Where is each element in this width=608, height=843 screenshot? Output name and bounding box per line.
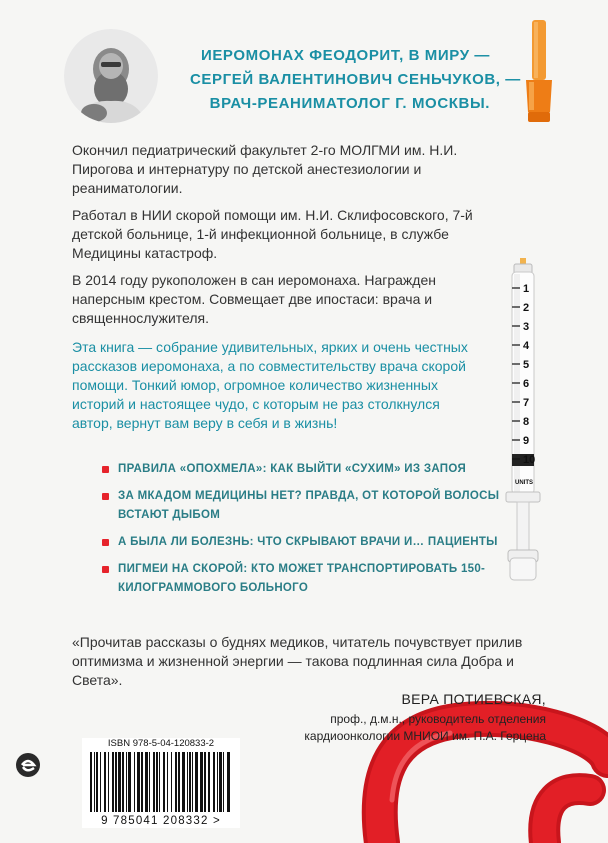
barcode-bar: [118, 752, 121, 812]
reviewer-role: кардиоонкологии МНИОИ им. П.А. Герцена: [304, 729, 546, 743]
highlight-item: ПИГМЕИ НА СКОРОЙ: КТО МОЖЕТ ТРАНСПОРТИРОВАТЬ 150-КИЛОГРАММОВОГО БОЛЬНОГО: [102, 560, 502, 598]
barcode-bar: [149, 752, 150, 812]
syringe-scale-label: 2: [523, 302, 530, 314]
barcode-bar: [200, 752, 203, 812]
syringe-units-label: UNITS: [515, 480, 533, 486]
barcode-bar: [167, 752, 168, 812]
barcode-bar: [115, 752, 117, 812]
syringe-scale-label: 4: [523, 340, 530, 352]
barcode-bar: [175, 752, 177, 812]
barcode-number: 9 785041 208332 >: [101, 815, 221, 827]
reviewer-name: ВЕРА ПОТИЕВСКАЯ,: [401, 691, 546, 707]
author-title: [190, 44, 521, 116]
bio-paragraph: В 2014 году рукоположен в сан иеромонаха. Награжден наперсным крестом. Совмещает две ипостаси: врача и священнослужителя.: [72, 272, 436, 326]
title-line: СЕРГЕЙ ВАЛЕНТИНОВИЧ СЕНЬЧУКОВ, —: [190, 71, 521, 88]
barcode-bar: [182, 752, 185, 812]
isbn-barcode: [82, 738, 240, 828]
barcode-bar: [195, 752, 198, 812]
highlight-item: А БЫЛА ЛИ БОЛЕЗНЬ: ЧТО СКРЫВАЮТ ВРАЧИ И… ПАЦИЕНТЫ: [102, 533, 502, 552]
barcode-bar: [90, 752, 92, 812]
author-photo: [64, 29, 158, 123]
barcode-bar: [163, 752, 165, 812]
syringe-scale-label: 3: [523, 321, 530, 333]
barcode-bar: [100, 752, 101, 812]
barcode-bar: [126, 752, 127, 812]
barcode-bar: [208, 752, 210, 812]
book-blurb: Эта книга — собрание удивительных, ярких и очень честных рассказов иеромонаха, а по совместительству врача скорой помощи. Тонкий юмор, огромное количество жизненных историй и настоящее чудо, с которым не раз столкнулся автор, вернут вам веру в себя и в жизнь!: [72, 339, 468, 431]
highlights-list: [102, 460, 502, 606]
barcode-bar: [192, 752, 193, 812]
syringe-scale-label: 1: [523, 283, 530, 295]
syringe-scale-label: 7: [523, 397, 530, 409]
syringe-scale-label: 9: [523, 435, 530, 447]
barcode-bar: [213, 752, 215, 812]
barcode-bar: [137, 752, 140, 812]
barcode-bar: [223, 752, 224, 812]
barcode-bar: [178, 752, 180, 812]
barcode-bar: [108, 752, 109, 812]
barcode-bar: [219, 752, 222, 812]
barcode-bar: [94, 752, 95, 812]
barcode-bar: [156, 752, 158, 812]
title-line: ИЕРОМОНАХ ФЕОДОРИТ, В МИРУ —: [200, 47, 490, 64]
isbn-text: ISBN 978-5-04-120833-2: [107, 738, 215, 749]
barcode-bar: [134, 752, 135, 812]
author-biography: [72, 141, 492, 336]
syringe-scale-label: 5: [523, 359, 530, 371]
barcode-bar: [204, 752, 206, 812]
syringe-scale-label: 8: [523, 416, 530, 428]
barcode-bar: [189, 752, 191, 812]
barcode-bar: [153, 752, 155, 812]
barcode-bar: [171, 752, 172, 812]
barcode-bar: [217, 752, 218, 812]
bio-paragraph: Окончил педиатрический факультет 2-го МОЛГМИ им. Н.И. Пирогова и интернатуру по детской анестезиологии и реаниматологии.: [72, 142, 458, 196]
barcode-bar: [104, 752, 106, 812]
highlight-item: ЗА МКАДОМ МЕДИЦИНЫ НЕТ? ПРАВДА, ОТ КОТОРОЙ ВОЛОСЫ ВСТАЮТ ДЫБОМ: [102, 487, 502, 525]
barcode-bar: [227, 752, 230, 812]
review-author: [300, 690, 546, 745]
syringe-cap-illustration: [520, 20, 560, 130]
barcode-bar: [145, 752, 148, 812]
publisher-logo-icon: [15, 752, 41, 778]
barcode-bar: [122, 752, 124, 812]
barcode-bar: [112, 752, 114, 812]
reviewer-role: проф., д.м.н., руководитель отделения: [330, 712, 546, 726]
bio-paragraph: Работал в НИИ скорой помощи им. Н.И. Склифосовского, 7-й детской больнице, 1-й инфекционной больнице, в службе Медицины катастроф.: [72, 207, 473, 261]
barcode-bar: [141, 752, 143, 812]
barcode-bars: [90, 752, 232, 812]
syringe-scale-label: 10: [523, 454, 536, 466]
barcode-bar: [96, 752, 98, 812]
barcode-bar: [128, 752, 131, 812]
title-line: ВРАЧ-РЕАНИМАТОЛОГ Г. МОСКВЫ.: [209, 95, 490, 112]
syringe-scale-label: 6: [523, 378, 530, 390]
author-portrait: [64, 29, 158, 123]
barcode-bar: [187, 752, 188, 812]
barcode-bar: [159, 752, 160, 812]
highlight-item: ПРАВИЛА «ОПОХМЕЛА»: КАК ВЫЙТИ «СУХИМ» ИЗ ЗАПОЯ: [102, 460, 502, 479]
review-quote: «Прочитав рассказы о буднях медиков, читатель почувствует прилив оптимизма и жизненной энергии — такова подлинная сила Добра и Света».: [72, 634, 523, 688]
